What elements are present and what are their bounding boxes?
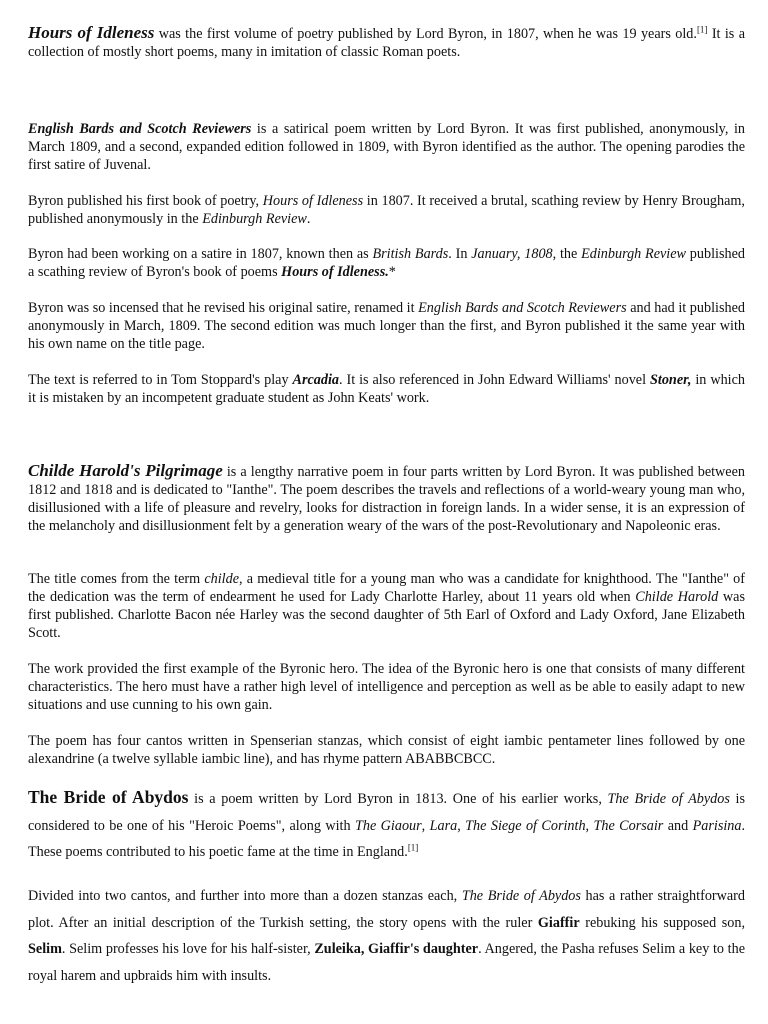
text-run: The text is referred to in Tom Stoppard's play bbox=[28, 372, 293, 388]
emphasized-text: Zuleika, Giaffir's daughter bbox=[314, 941, 479, 957]
text-run: Divided into two cantos, and further into more than a dozen stanzas each, bbox=[28, 888, 462, 904]
paragraph bbox=[28, 245, 745, 281]
paragraph bbox=[28, 784, 745, 866]
emphasized-text: childe bbox=[204, 571, 240, 587]
emphasized-text: Selim bbox=[28, 941, 62, 957]
text-run: The title comes from the term bbox=[28, 571, 205, 587]
text-run: in which it is mistaken by an incompetent graduate student as John Keats' work. bbox=[28, 372, 745, 406]
emphasized-text: The Corsair bbox=[593, 817, 664, 834]
text-run: , bbox=[457, 817, 466, 834]
text-run: rebuking his supposed son, bbox=[579, 914, 745, 931]
emphasized-text: Childe Harold's Pilgrimage bbox=[28, 461, 223, 480]
emphasized-text: Lara bbox=[429, 817, 458, 834]
emphasized-text: The Bride of Abydos bbox=[461, 888, 581, 904]
emphasized-text: Stoner, bbox=[650, 372, 692, 388]
text-run: The work provided the first example of the Byronic hero. The idea of the Byronic hero is one that consists of many different characteristics. The hero must have a rather high level of intelligence and perception as well as be able to easily adapt to new situations and use cunning to his own gain. bbox=[28, 661, 745, 713]
text-run: Byron had been working on a satire in 1807, known then as bbox=[28, 246, 373, 262]
text-run: was the first volume of poetry published by Lord Byron, in 1807, when he was 19 years old. bbox=[154, 26, 697, 42]
emphasized-text: Childe Harold bbox=[635, 589, 719, 605]
emphasized-text: Edinburgh Review bbox=[202, 211, 307, 227]
text-run: The poem has four cantos written in Spenserian stanzas, which consist of eight iambic pentameter lines followed by one alexandrine (a twelve syllable iambic line), and has rhyme pattern ABABBCBCC. bbox=[28, 733, 745, 767]
text-run: , bbox=[585, 817, 594, 834]
text-run: has a rather straightforward plot. After an initial description of the Turkish setting, the story opens with the ruler bbox=[28, 888, 745, 931]
text-run: is a satirical poem written by Lord Byron. It was first published, anonymously, in March 1809, and a second, expanded edition followed in 1809, with Byron identified as the author. The opening parodies the first satire of Juvenal. bbox=[28, 121, 745, 173]
paragraph bbox=[28, 462, 745, 535]
text-run: in 1807. It received a brutal, scathing review by Henry Brougham, published anonymously in the bbox=[28, 193, 745, 227]
emphasized-text: Parisina bbox=[692, 817, 742, 834]
text-run: , a medieval title for a young man who was a candidate for knighthood. The "Ianthe" of the dedication was the term of endearment he used for Lady Charlotte Harley, about 11 years old when bbox=[28, 571, 745, 605]
text-run: Byron published his first book of poetry, bbox=[28, 193, 263, 209]
emphasized-text: Arcadia bbox=[292, 372, 339, 388]
text-run: Byron was so incensed that he revised his original satire, renamed it bbox=[28, 300, 419, 316]
paragraph bbox=[28, 192, 745, 228]
emphasized-text: [1] bbox=[407, 842, 419, 853]
emphasized-text: English Bards and Scotch Reviewers bbox=[28, 121, 252, 137]
text-run: and had it published anonymously in March, 1809. The second edition was much longer than the first, and Byron published it the same year with his own name on the title page. bbox=[28, 300, 745, 352]
paragraph bbox=[28, 883, 745, 989]
text-run: published a scathing review of Byron's book of poems bbox=[28, 246, 745, 280]
emphasized-text: English Bards and Scotch Reviewers bbox=[418, 300, 627, 316]
emphasized-text: Giaffir bbox=[537, 914, 580, 931]
emphasized-text: The Bride of Abydos bbox=[607, 791, 730, 807]
text-run: . Angered, the Pasha refuses Selim a key to the royal harem and upbraids him with insults. bbox=[28, 941, 745, 984]
emphasized-text: The Giaour bbox=[354, 817, 422, 834]
emphasized-text: January, 1808 bbox=[471, 246, 553, 262]
text-run: was first published. Charlotte Bacon née Harley was the second daughter of 5th Earl of Oxford and Lady Oxford, Jane Elizabeth Scott. bbox=[28, 589, 745, 641]
text-run: is a poem written by Lord Byron in 1813. One of his earlier works, bbox=[188, 791, 608, 807]
emphasized-text: Edinburgh Review bbox=[581, 246, 687, 262]
paragraph bbox=[28, 660, 745, 714]
text-run: , bbox=[421, 817, 430, 834]
text-run: is considered to be one of his "Heroic Poems", along with bbox=[28, 791, 746, 834]
text-run: * bbox=[388, 264, 396, 280]
emphasized-text: Hours of Idleness. bbox=[281, 264, 389, 280]
emphasized-text: The Bride of Abydos bbox=[28, 787, 189, 807]
text-run: . In bbox=[448, 246, 472, 262]
paragraph bbox=[28, 24, 745, 61]
emphasized-text: Hours of Idleness bbox=[28, 23, 155, 42]
text-run: and bbox=[663, 817, 693, 834]
text-run: . Selim professes his love for his half-sister, bbox=[61, 941, 315, 957]
paragraph bbox=[28, 371, 745, 407]
emphasized-text: [1] bbox=[696, 24, 708, 35]
text-run: , the bbox=[552, 246, 582, 262]
text-run: . It is also referenced in John Edward Williams' novel bbox=[339, 372, 650, 388]
text-run: It is a collection of mostly short poems, many in imitation of classic Roman poets. bbox=[28, 26, 745, 60]
text-run: is a lengthy narrative poem in four parts written by Lord Byron. It was published between 1812 and 1818 and is dedicated to "Ianthe". The poem describes the travels and reflections of a world-weary young man who, disillusioned with a life of pleasure and revelry, looks for distraction in foreign lands. In a wider sense, it is an expression of the melancholy and disillusionment felt by a generation weary of the wars of the post-Revolutionary and Napoleonic eras. bbox=[28, 464, 745, 534]
text-run: . These poems contributed to his poetic fame at the time in England. bbox=[28, 817, 746, 860]
text-run: . bbox=[306, 211, 311, 227]
emphasized-text: Hours of Idleness bbox=[262, 193, 364, 209]
emphasized-text: The Siege of Corinth bbox=[465, 817, 586, 834]
paragraph bbox=[28, 570, 745, 642]
emphasized-text: British Bards bbox=[372, 246, 449, 262]
paragraph bbox=[28, 120, 745, 174]
paragraph bbox=[28, 299, 745, 353]
paragraph bbox=[28, 732, 745, 768]
